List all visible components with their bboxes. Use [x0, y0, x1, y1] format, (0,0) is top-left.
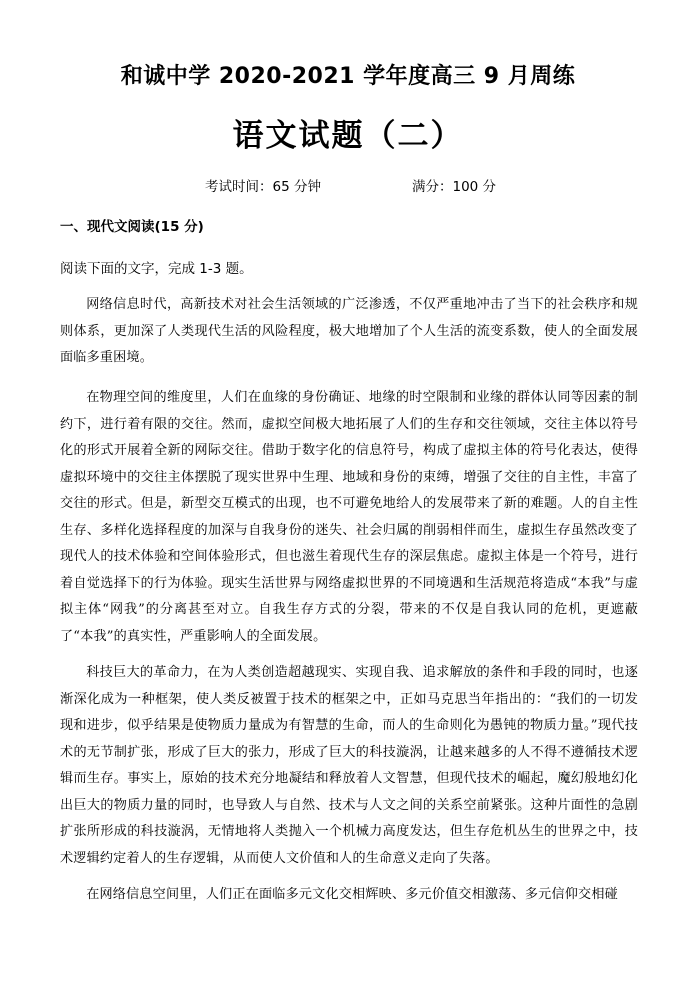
- school-title: 和诚中学 2020-2021 学年度高三 9 月周练: [120, 64, 576, 89]
- paper-title: 语文试题（二）: [232, 118, 464, 154]
- passage-paragraph-1: 网络信息时代，高新技术对社会生活领域的广泛渗透，不仅严重地冲击了当下的社会秩序和规则体系，更加深了人类现代生活的风险程度，极大地增加了个人生活的流变系数，使人的全面发展面临多重困境。: [60, 297, 638, 365]
- full-score: 满分：100 分: [412, 179, 497, 195]
- passage-paragraph-2: 在物理空间的维度里，人们在血缘的身份确证、地缘的时空限制和业缘的群体认同等因素的制约下，进行着有限的交往。然而，虚拟空间极大地拓展了人们的生存和交往领域，交往主体以符号化的形式开展着全新的网际交往。借助于数字化的信息符号，构成了虚拟主体的符号化表达，使得虚拟环境中的交往主体摆脱了现实世界中生理、地域和身份的束缚，增强了交往的自主性，丰富了交往的形式。但是，新型交互模式的出现，也不可避免地给人的发展带来了新的难题。人的自主性生存、多样化选择程度的加深与自我身份的迷失、社会归属的削弱相伴而生，虚拟生存虽然改变了现代人的技术体验和空间体验形式，但也滋生着现代生存的深层焦虑。虚拟主体是一个符号，进行着自觉选择下的行为体验。现实生活世界与网络虚拟世界的不同境遇和生活规范将造成“本我”与虚拟主体“网我”的分离甚至对立。自我生存方式的分裂，带来的不仅是自我认同的危机，更遮蔽了“本我”的真实性，严重影响人的全面发展。: [60, 390, 638, 644]
- passage-paragraph-4: 在网络信息空间里，人们正在面临多元文化交相辉映、多元价值交相激荡、多元信仰交相碰: [86, 887, 618, 902]
- exam-time: 考试时间：65 分钟: [205, 179, 321, 195]
- section-heading: 一、现代文阅读(15 分): [60, 219, 204, 235]
- reading-instruction: 阅读下面的文字，完成 1-3 题。: [60, 261, 253, 277]
- passage-paragraph-3: 科技巨大的革命力，在为人类创造超越现实、实现自我、追求解放的条件和手段的同时，也逐渐深化成为一种框架，使人类反被置于技术的框架之中，正如马克思当年指出的：“我们的一切发现和进步，似乎结果是使物质力量成为有智慧的生命，而人的生命则化为愚钝的物质力量。”现代技术的无节制扩张，形成了巨大的张力，形成了巨大的科技漩涡，让越来越多的人不得不遵循技术逻辑而生存。事实上，原始的技术充分地凝结和释放着人文智慧，但现代技术的崛起，魔幻般地幻化出巨大的物质力量的同时，也导致人与自然、技术与人文之间的关系空前紧张。这种片面性的急剧扩张所形成的科技漩涡，无情地将人类抛入一个机械力高度发达，但生存危机丛生的世界之中，技术逻辑约定着人的生存逻辑，从而使人文价值和人的生命意义走向了失落。: [60, 665, 638, 866]
